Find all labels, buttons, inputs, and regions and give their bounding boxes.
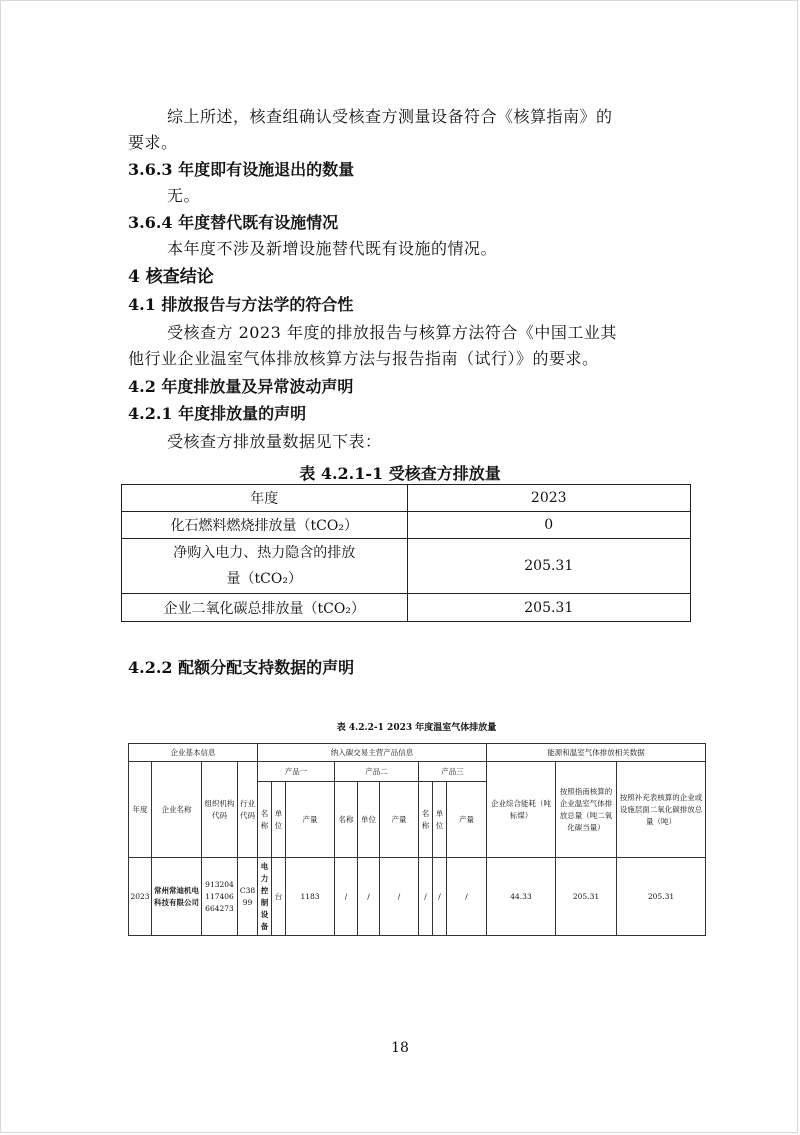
conclusion-paragraph: 综上所述，核查组确认受核查方测量设备符合《核算指南》的 [167, 107, 613, 126]
sub-header-name: 名称 [258, 782, 272, 858]
sub-header-output: 产量 [447, 782, 487, 858]
col-header-industry-code: 行业代码 [238, 762, 258, 858]
heading-3-6-4: 3.6.4 年度替代既有设施情况 [128, 213, 339, 232]
group-header-basic-info: 企业基本信息 [129, 744, 258, 762]
body-4-1-line2: 他行业企业温室气体排放核算方法与报告指南（试行）》的要求。 [128, 349, 599, 368]
cell-guide-total: 205.31 [556, 858, 617, 936]
table-row [122, 485, 691, 512]
table-row [129, 858, 706, 936]
group-header-emissions: 能源和温室气体排放相关数据 [487, 744, 706, 762]
cell-industry-code: C3899 [238, 858, 258, 936]
cell-product2-output: / [380, 858, 419, 936]
col-header-guide-total: 按照指南核算的企业温室气体排放总量（吨二氧化碳当量） [556, 762, 617, 858]
table-cell-label: 企业二氧化碳总排放量（tCO₂） [122, 594, 408, 622]
cell-supplement-total: 205.31 [617, 858, 706, 936]
sub-header-unit: 单位 [272, 782, 286, 858]
ghg-allocation-table [128, 743, 706, 936]
cell-product3-output: / [447, 858, 487, 936]
heading-4: 4 核查结论 [128, 267, 214, 287]
col-header-product-1: 产品一 [258, 762, 335, 782]
table-cell-value: 2023 [407, 485, 691, 512]
table-cell-value: 205.31 [407, 539, 691, 594]
heading-4-2-2: 4.2.2 配额分配支持数据的声明 [128, 658, 355, 677]
sub-header-output: 产量 [380, 782, 419, 858]
col-header-product-2: 产品二 [335, 762, 419, 782]
table-row [122, 512, 691, 539]
heading-4-2: 4.2 年度排放量及异常波动声明 [128, 377, 354, 396]
table-header-row [129, 744, 706, 762]
cell-product1-unit: 台 [272, 858, 286, 936]
sub-header-unit: 单位 [433, 782, 447, 858]
col-header-supplement-total: 按照补充表核算的企业或设施层面二氧化碳排放总量（吨） [617, 762, 706, 858]
table-row [122, 539, 691, 594]
sub-header-unit: 单位 [358, 782, 380, 858]
emissions-table [121, 484, 691, 622]
body-3-6-3: 无。 [167, 186, 201, 205]
cell-product1-output: 1183 [286, 858, 335, 936]
table-cell-label: 化石燃料燃烧排放量（tCO₂） [122, 512, 408, 539]
col-header-energy: 企业综合能耗（吨标煤） [487, 762, 556, 858]
cell-year: 2023 [129, 858, 152, 936]
cell-energy: 44.33 [487, 858, 556, 936]
sub-header-name: 名称 [335, 782, 358, 858]
table-cell-label-line1: 净购入电力、热力隐含的排放 [173, 545, 356, 561]
body-4-2-1: 受核查方排放量数据见下表： [167, 432, 382, 451]
heading-3-6-3: 3.6.3 年度即有设施退出的数量 [128, 160, 355, 179]
body-3-6-4: 本年度不涉及新增设施替代既有设施的情况。 [167, 239, 498, 258]
table-header-row [129, 762, 706, 782]
sub-header-name: 名称 [419, 782, 433, 858]
conclusion-paragraph-cont: 要求。 [128, 133, 178, 152]
cell-company: 常州常迪机电科技有限公司 [152, 858, 202, 936]
table-cell-value: 0 [407, 512, 691, 539]
col-header-year: 年度 [129, 762, 152, 858]
table1-caption: 表 4.2.1-1 受核查方排放量 [299, 464, 501, 483]
table-cell-value: 205.31 [407, 594, 691, 622]
cell-product1-name: 电力控制设备 [258, 858, 272, 936]
col-header-org-code: 组织机构代码 [202, 762, 238, 858]
body-4-1-line1: 受核查方 2023 年度的排放报告与核算方法符合《中国工业其 [167, 323, 617, 342]
table-cell-label-line2: 量（tCO₂） [226, 571, 302, 587]
table2-title: 表 4.2.2-1 2023 年度温室气体排放量 [336, 723, 497, 733]
col-header-company: 企业名称 [152, 762, 202, 858]
heading-4-2-1: 4.2.1 年度排放量的声明 [128, 404, 307, 423]
cell-product3-unit: / [433, 858, 447, 936]
col-header-product-3: 产品三 [419, 762, 487, 782]
cell-product3-name: / [419, 858, 433, 936]
cell-product2-unit: / [358, 858, 380, 936]
sub-header-output: 产量 [286, 782, 335, 858]
heading-4-1: 4.1 排放报告与方法学的符合性 [128, 295, 354, 314]
group-header-products: 纳入碳交易主营产品信息 [258, 744, 487, 762]
table-row [122, 594, 691, 622]
table-cell-label [122, 539, 408, 594]
cell-org-code: 913204117406664273 [202, 858, 238, 936]
table-cell-label: 年度 [122, 485, 408, 512]
cell-product2-name: / [335, 858, 358, 936]
page-number: 18 [391, 1040, 409, 1056]
